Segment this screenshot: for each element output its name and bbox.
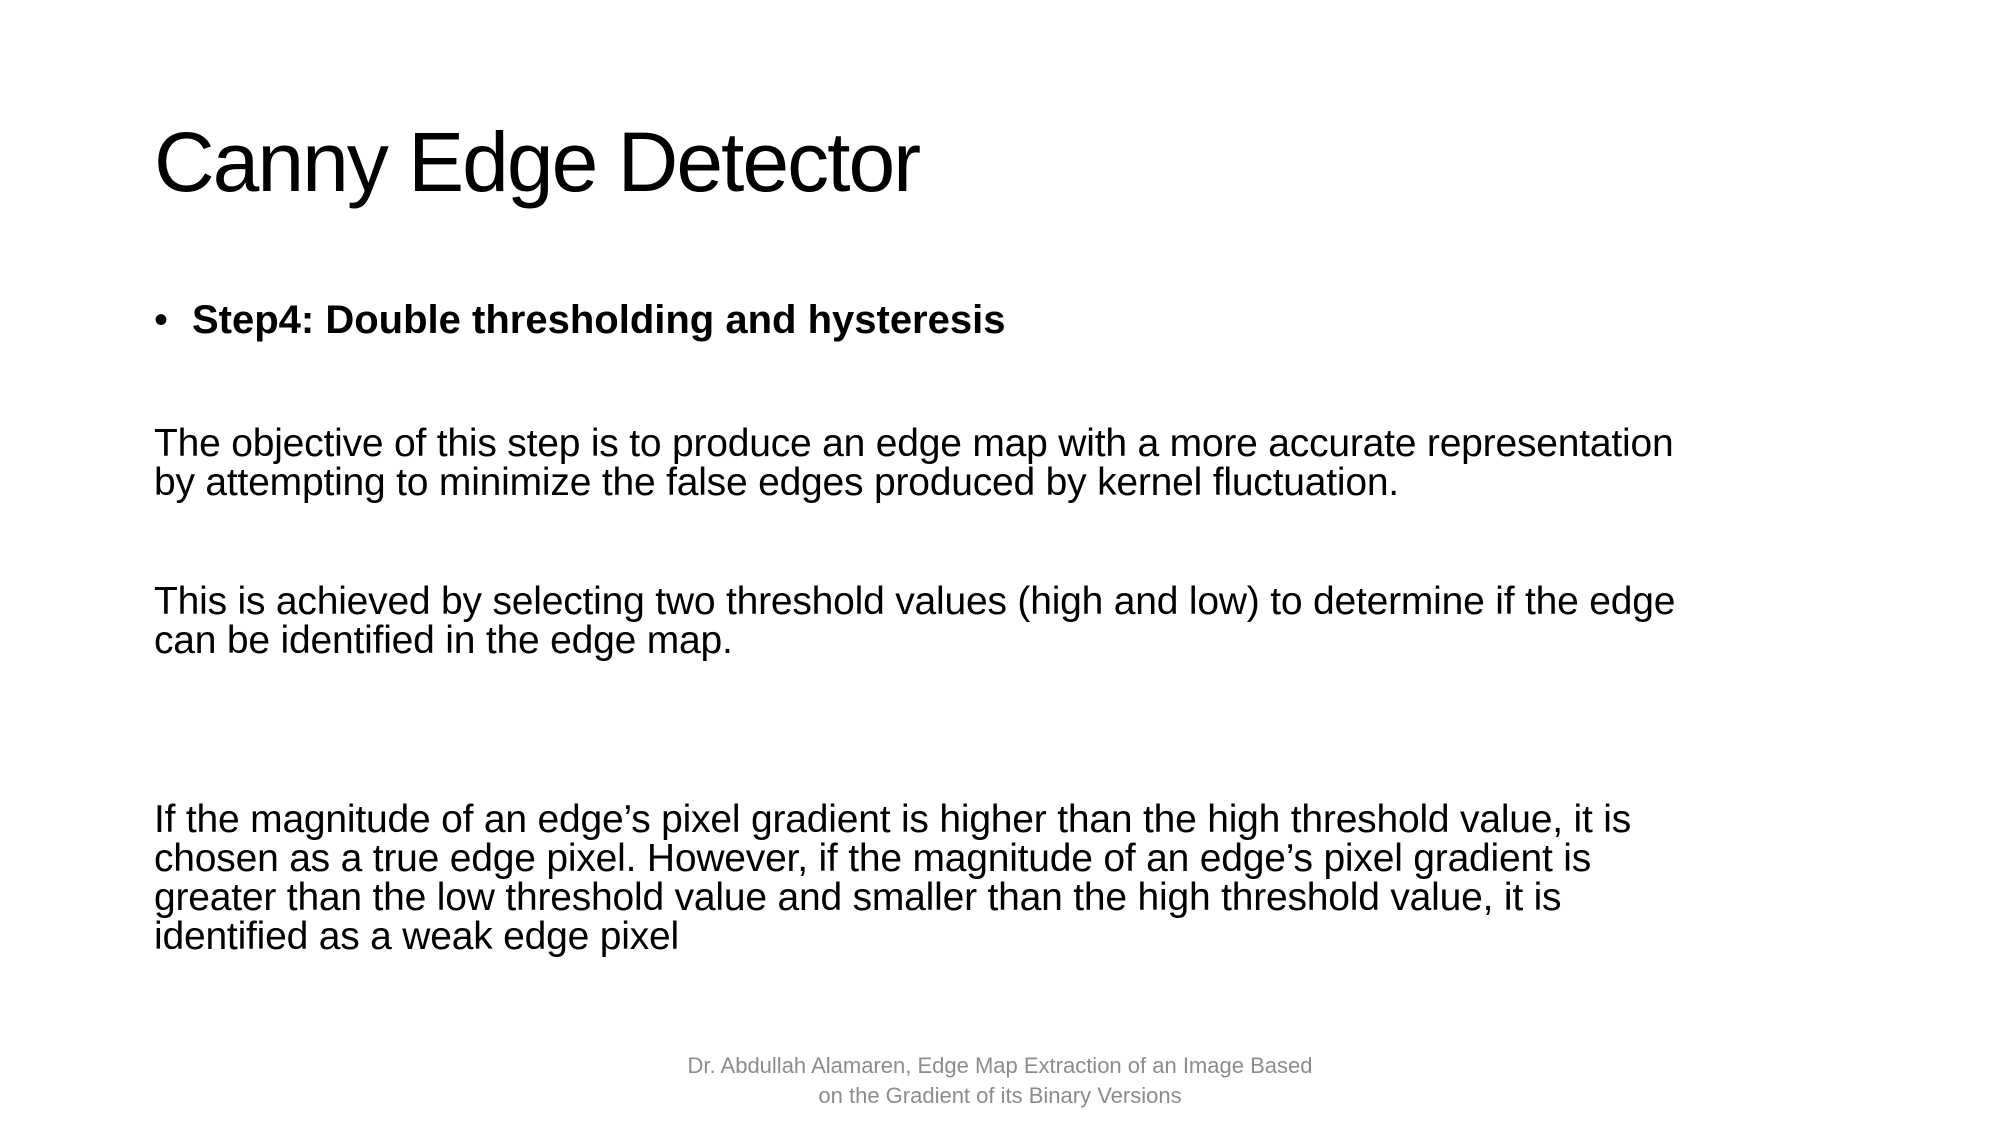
paragraph-line: can be identified in the edge map. (154, 619, 733, 662)
paragraph-line: The objective of this step is to produce an edge map with a more accurate representation (154, 422, 1674, 465)
paragraph-line: greater than the low threshold value and smaller than the high threshold value, it is (154, 876, 1562, 919)
paragraph-line: This is achieved by selecting two threshold values (high and low) to determine if the edge (154, 580, 1676, 623)
bullet-text: Step4: Double thresholding and hysteresis (192, 298, 1006, 342)
paragraph-objective (154, 424, 1854, 502)
footer-line: on the Gradient of its Binary Versions (818, 1083, 1182, 1108)
paragraph-line: If the magnitude of an edge’s pixel gradient is higher than the high threshold value, it is (154, 798, 1632, 841)
paragraph-edge-classification (154, 800, 1854, 956)
paragraph-line: identified as a weak edge pixel (154, 915, 679, 958)
paragraph-line: chosen as a true edge pixel. However, if the magnitude of an edge’s pixel gradient is (154, 837, 1592, 880)
slide-title: Canny Edge Detector (154, 115, 920, 209)
paragraph-threshold-selection (154, 582, 1854, 660)
footer-line: Dr. Abdullah Alamaren, Edge Map Extraction of an Image Based (687, 1053, 1313, 1078)
bullet-marker: • (154, 298, 169, 342)
bullet-item-step4 (154, 296, 1005, 344)
slide-footer (600, 1051, 1400, 1111)
paragraph-line: by attempting to minimize the false edges produced by kernel fluctuation. (154, 461, 1399, 504)
